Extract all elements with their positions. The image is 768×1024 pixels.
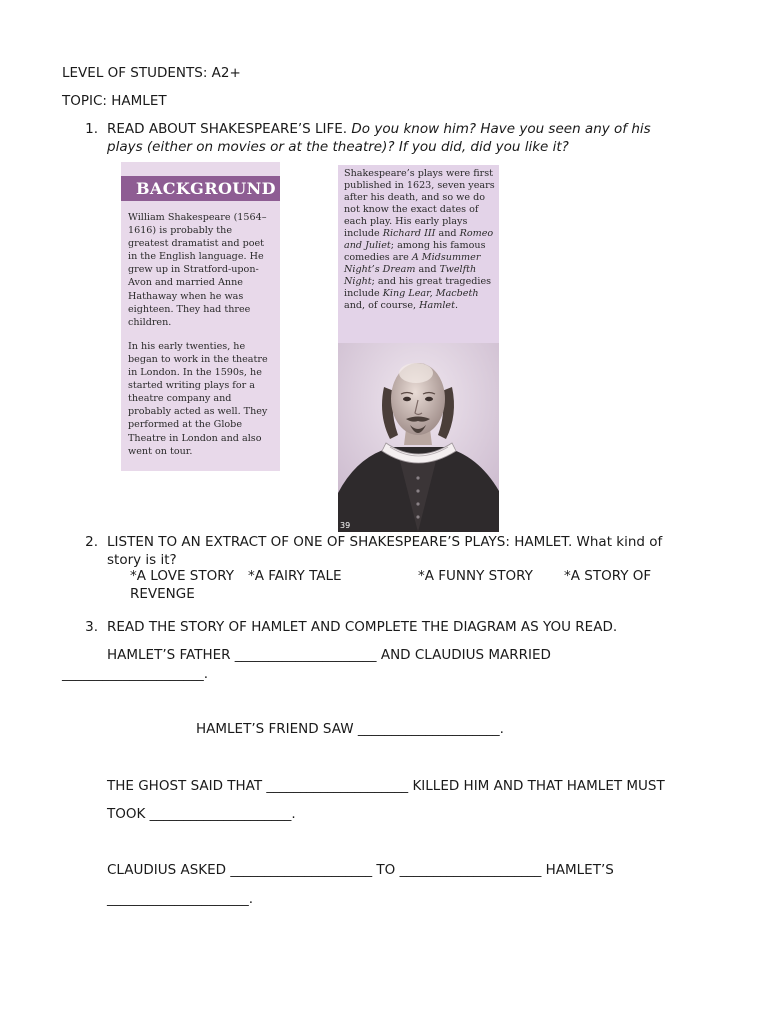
q3-line: READ THE STORY OF HAMLET AND COMPLETE THE DIAGRAM AS YOU READ. [107,619,618,635]
diagram-sentence-3: THE GHOST SAID THAT _____________________ KILLED HIM AND THAT HAMLET MUST [107,778,665,794]
play-title: Richard III [382,228,436,239]
option-funny-story: *A FUNNY STORY [418,568,533,584]
q1-line1 [107,120,651,138]
plays-box [338,165,499,532]
background-text [121,201,280,458]
play-title: King Lear, Macbeth [382,288,479,299]
diagram-sentence-3-cont: TOOK _____________________. [107,806,296,822]
plays-text: Shakespeare’s plays were first published in 1623, seven years after his death, and so we do not know the exact dates of each play. His early plays include Richard III and Romeo and Juliet; among his famous comedies are A Midsummer Night’s Dream and Twelfth Night; and his great tragedies include King Lear, Macbeth and, of course, Hamlet. [344,168,495,311]
background-paragraph-2: In his early twenties, he began to work in the theatre in London. In the 1590s, he started writing plays for a theatre company and probably acted as well. They performed at the Globe Theatre in London and also went on tour. [128,340,268,457]
diagram-sentence-1-cont: _____________________. [62,666,209,682]
q2-number: 2. [85,534,98,550]
play-title: A Midsummer Night’s Dream [344,252,481,275]
q1-lead: READ ABOUT SHAKESPEARE’S LIFE. [107,121,348,137]
q1-number: 1. [85,121,98,137]
background-paragraph-1: William Shakespeare (1564–1616) is probably the greatest dramatist and poet in the English language. He grew up in Stratford-upon-Avon and married Anne Hathaway when he was eighteen. They had three children. [128,212,267,328]
play-title: Romeo and Juliet [344,228,494,251]
background-box [121,162,280,471]
option-love-story: *A LOVE STORY [130,568,234,584]
diagram-sentence-1: HAMLET’S FATHER _____________________ AND CLAUDIUS MARRIED [107,647,551,663]
option-story-of-revenge-cont: REVENGE [130,586,195,602]
background-heading: BACKGROUND [121,176,280,201]
diagram-sentence-4: CLAUDIUS ASKED _____________________ TO _____________________ HAMLET’S [107,862,614,878]
q3-number: 3. [85,619,98,635]
page-number: 39 [340,521,351,530]
shakespeare-portrait [338,343,499,532]
diagram-sentence-4-cont: _____________________. [107,891,254,907]
q1-question: Do you know him? Have you seen any of his [351,121,651,137]
option-story-of-revenge: *A STORY OF [564,568,652,584]
q2-line1: LISTEN TO AN EXTRACT OF ONE OF SHAKESPEARE’S PLAYS: HAMLET. What kind of [107,534,663,550]
q1-line2: plays (either on movies or at the theatre)? If you did, did you like it? [107,139,569,155]
diagram-sentence-2: HAMLET’S FRIEND SAW _____________________. [196,721,504,737]
level-of-students: LEVEL OF STUDENTS: A2+ [62,65,241,81]
option-fairy-tale: *A FAIRY TALE [248,568,342,584]
topic: TOPIC: HAMLET [62,93,167,109]
play-title: Hamlet [419,300,455,311]
play-title: Twelfth Night [344,264,477,287]
q2-line2: story is it? [107,552,177,568]
